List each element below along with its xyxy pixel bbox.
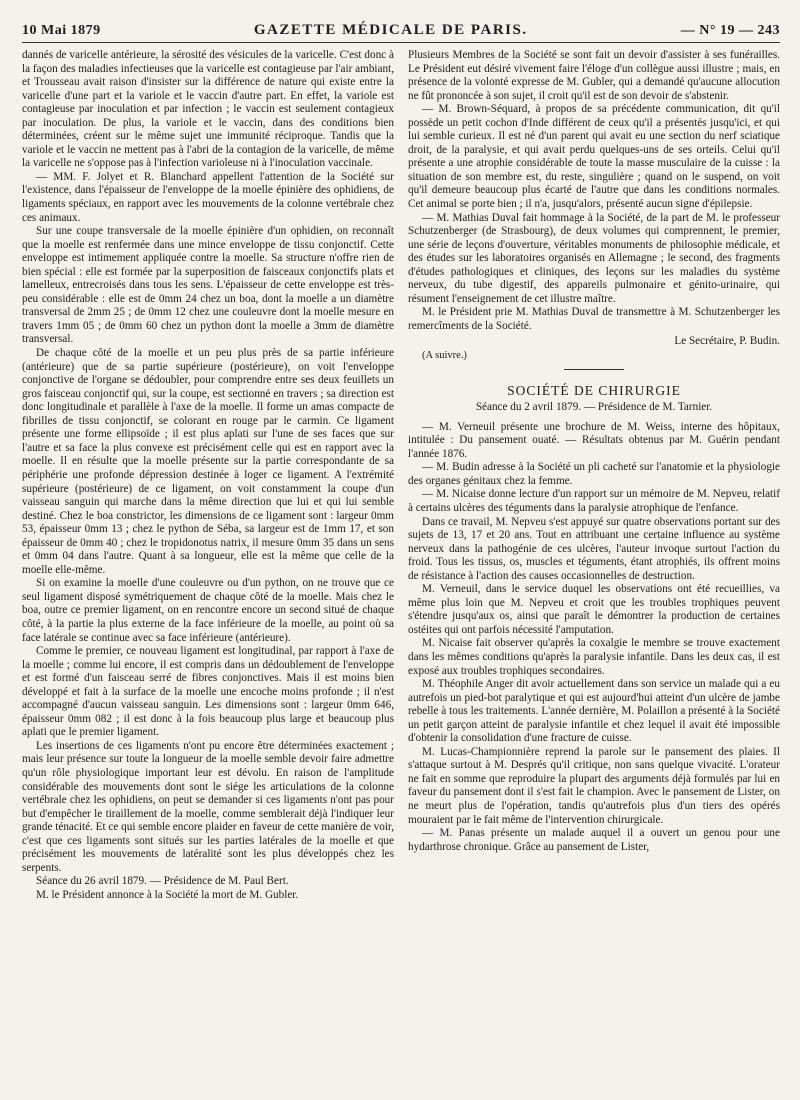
section-title: SOCIÉTÉ DE CHIRURGIE	[507, 382, 681, 398]
header-number: — N° 19 — 243	[680, 23, 780, 38]
left-column	[22, 49, 394, 902]
paragraph: — MM. F. Jolyet et R. Blanchard appellent l'attention de la Société sur l'existence, dans l'épaisseur de l'enveloppe de la moelle épinière des ophidiens, de ligaments spéciaux, en rapport avec les mouvements de la colonne vertébrale chez ces animaux.	[22, 170, 394, 224]
paragraph: Les insertions de ces ligaments n'ont pu encore être déterminées exactement ; mais leur présence sur toute la longueur de la moelle semble devoir faire admettre qu'un rôle physiologique important leur est dévolu. En raison de l'amplitude considérable des mouvements dont sont le siége les articulations de la colonne vertébrale chez les ophidiens, on peut se demander si ces ligaments n'ont pas pour but d'empêcher le tiraillement de la moelle, comme semblerait déjà l'indiquer leur grande ténacité. Et ce qui semble encore plaider en faveur de cette manière de voir, c'est que ces ligaments sont situés sur les parties latérales de la moelle et que précisément les mouvements de latéralité sont les plus développés chez les serpents.	[22, 739, 394, 874]
columns	[22, 49, 780, 902]
header-date: 10 Mai 1879	[22, 23, 101, 38]
paragraph: Si on examine la moelle d'une couleuvre ou d'un python, on ne trouve que ce seul ligament disposé symétriquement de chaque côté de la moelle. Mais chez le boa, outre ce premier ligament, on en rencontre encore un second situé de chaque côté, à la partie la plus externe de la face inférieure de la moelle, au point où sa face latérale se continue avec sa face inférieure (antérieure).	[22, 577, 394, 644]
paragraph: — M. Mathias Duval fait hommage à la Société, de la part de M. le professeur Schutzenberger (de Strasbourg), de deux volumes qui comprennent, le premier, une série de leçons d'ouverture, véritables monuments de philosophie médicale, et des études sur les laboratoires organisés en Allemagne ; le second, des fragments d'études pathologiques et cliniques, des leçons sur les maladies du système nerveux, du tube digestif, des appareils pulmonaire et génito-urinaire, qui résument l'enseignement de cet illustre maître.	[408, 211, 780, 305]
paragraph: M. Théophile Anger dit avoir actuellement dans son service un malade qui a eu autrefois un pied-bot paralytique et qui est aujourd'hui atteint d'un ulcère de jambe rebelle à tous les traitements. L'année dernière, M. Polaillon a présenté à la Société un petit garçon atteint de paralysie infantile et chez lequel il avait été impossible d'obtenir la consolidation d'une fracture de cuisse.	[408, 678, 780, 745]
secretary-signature: Le Secrétaire, P. Budin.	[674, 335, 780, 348]
paragraph: M. le Président prie M. Mathias Duval de transmettre à M. Schutzenberger les remercîments de la Société.	[408, 306, 780, 332]
paragraph: — M. Budin adresse à la Société un pli cacheté sur l'anatomie et la physiologie des organes génitaux chez la femme.	[408, 461, 780, 487]
paragraph: Sur une coupe transversale de la moelle épinière d'un ophidien, on reconnaît que la moelle est renfermée dans une mince enveloppe de tissu conjonctif. Cette enveloppe est intimement appliquée contre la moelle. Sa structure n'offre rien de bien spécial : elle est formée par la superposition de faisceaux conjonctifs plats et lamelleux, entrecroisés dans tous les sens. L'épaisseur de cette enveloppe est très-peu considérable : elle est de 0mm 24 chez un boa, dont la moelle a un diamètre transversal de 2mm 25 ; de 0mm 12 chez une couleuvre dont la moelle mesure en travers 1mm 05 ; de 0mm 60 chez un python dont la moelle a 3mm de diamètre transversal.	[22, 225, 394, 346]
paragraph: dannés de varicelle antérieure, la sérosité des vésicules de la varicelle. C'est donc à la façon des maladies infectieuses que la varicelle est contagieuse par l'air ambiant, et Trousseau avait raison d'insister sur la différence de nature qui existe entre la varicelle d'une part et la variole et le vaccin d'autre part. En effet, la variole est contagieuse par inoculation et par infection ; le vaccin est seulement contagieux par inoculation. De plus, la variole et le vaccin, dans des conditions bien déterminées, créent sur le même sujet une immunité réciproque. Tandis que la variole et le vaccin ne mettent pas à l'abri de la contagion de la varicelle, de même la varicelle ne s'oppose pas à l'infection varioleuse ni à l'inoculation vaccinale.	[22, 49, 394, 170]
paragraph: — M. Brown-Séquard, à propos de sa précédente communication, dit qu'il possède un petit cochon d'Inde différent de ceux qu'il a présentés jusqu'ici, et qui lui semble curieux. Il est né d'un parent qui avait eu une section du nerf sciatique droit, de la paralysie, et qui avait perdu quelques-uns de ses orteils. Celui qu'il présente a une atrophie considérable de toute la masse musculaire de la cuisse : la situation de son membre est, du reste, singulière ; quand on le suspend, on voit qu'il demeure beaucoup plus écarté de l'autre que dans les conditions normales. Cet animal se porte bien ; il n'a, jusqu'alors, présenté aucun signe d'épilepsie.	[408, 103, 780, 211]
paragraph: M. Verneuil, dans le service duquel les observations ont été recueillies, va même plus loin que M. Nepveu et croit que les troubles trophiques peuvent s'étendre jusqu'aux os, ainsi que paraît le démontrer la production de certaines ostéites qui ont parfois nécessité l'amputation.	[408, 583, 780, 636]
paragraph: Comme le premier, ce nouveau ligament est longitudinal, par rapport à l'axe de la moelle ; comme lui encore, il est compris dans un dédoublement de l'enveloppe et est formé d'un faisceau serré de fibres conjonctives. Mais il est moins bien développé et fait à la surface de la moelle une encoche moins profonde ; il n'est accompagné d'aucun vaisseau sanguin. Les dimensions sont : largeur 0mm 646, épaisseur 0mm 082 ; il est donc à la fois beaucoup plus large et beaucoup plus aplati que le premier ligament.	[22, 645, 394, 739]
header-title: GAZETTE MÉDICALE DE PARIS.	[253, 22, 528, 38]
right-column	[408, 49, 780, 902]
continued-note: (A suivre.)	[422, 350, 467, 362]
section-divider	[564, 369, 624, 370]
paragraph: M. le Président annonce à la Société la mort de M. Gubler.	[36, 888, 299, 901]
paragraph: Dans ce travail, M. Nepveu s'est appuyé sur quatre observations portant sur des sujets de 13, 17 et 20 ans. Tout en attribuant une certaine influence au système nerveux dans la pathogénie de ces ulcères, l'auteur invoque surtout l'action du froid. Tous les tissus, os, muscles et téguments, étant atrophiés, ils offrent moins de résistance à l'action des causes occasionnelles de destruction.	[408, 515, 780, 582]
paragraph: M. Nicaise fait observer qu'après la coxalgie le membre se trouve exactement dans les mêmes conditions qu'après la paralysie infantile. Dans les deux cas, il est exposé aux troubles trophiques secondaires.	[408, 637, 780, 677]
seance-heading: Séance du 2 avril 1879. — Présidence de M. Tarnier.	[475, 401, 713, 414]
paragraph: — M. Verneuil présente une brochure de M. Weiss, interne des hôpitaux, intitulée : Du pansement ouaté. — Résultats obtenus par M. Guérin pendant l'année 1876.	[408, 420, 780, 460]
paragraph: De chaque côté de la moelle et un peu plus près de sa partie inférieure (antérieure) que de sa partie supérieure (postérieure), on voit l'enveloppe conjonctive de l'organe se dédoubler, pour comprendre entre ses deux feuillets un gros faisceau conjonctif qui, sur la coupe, est sectionné en travers ; sa direction est donc longitudinale et parallèle à l'axe de la moelle. Il forme un amas compacte de fibrilles de tissu conjonctif, se colorant en rouge par le carmin. Ce ligament présente une forme ellipsoïde ; il est plus aplati sur l'une de ses faces que sur l'autre et sa face la plus convexe est précisément celle qui est en rapport avec la moelle. Il en résulte que la moelle présente sur la partie correspondante de sa périphérie une profonde dépression destinée à loger ce ligament. A l'extrémité supérieure (postérieure) de ce ligament, on voit constamment la coupe d'un vaisseau sanguin qui marche dans la même direction que lui et qui lui semble destiné. Chez le boa constrictor, les dimensions de ce ligament sont : largeur 0mm 53, épaisseur 0mm 13 ; chez le python de Séba, sa largeur est de 1mm 17, et son épaisseur de 0mm 40 ; chez le tropidonotus natrix, il mesure 0mm 35 dans un sens et 0mm 04 dans l'autre. Quant à sa longueur, elle est la même que celle de la moelle elle-même.	[22, 347, 394, 576]
paragraph: M. Lucas-Championnière reprend la parole sur le pansement des plaies. Il s'attaque surtout à M. Després qu'il critique, non sans quelque vivacité. L'orateur ne fait en somme que reproduire la plupart des arguments déjà formulés par lui en faveur du pansement dont il s'est fait le champion. Avec le pansement de Lister, on ne meurt plus de l'opération, tandis qu'autrefois plus d'un tiers des opérés mouraient par le fait même de l'intervention chirurgicale.	[408, 745, 780, 826]
page-header	[22, 22, 780, 43]
paragraph: — M. Panas présente un malade auquel il a ouvert un genou pour une hydarthrose chronique. Grâce au pansement de Lister,	[408, 827, 780, 853]
seance-heading: Séance du 26 avril 1879. — Présidence de M. Paul Bert.	[36, 875, 289, 888]
paragraph: — M. Nicaise donne lecture d'un rapport sur un mémoire de M. Nepveu, relatif à certains ulcères des téguments dans la paralysie atrophique de l'enfance.	[408, 488, 780, 514]
paragraph: Plusieurs Membres de la Société se sont fait un devoir d'assister à ses funérailles. Le Président eut désiré vivement faire l'éloge d'un collègue aussi illustre ; mais, en présence de la volonté expresse de M. Gubler, qui a demandé qu'aucune allocution ne fût prononcée à son sujet, il croit qu'il est de son devoir de s'abstenir.	[408, 49, 780, 102]
